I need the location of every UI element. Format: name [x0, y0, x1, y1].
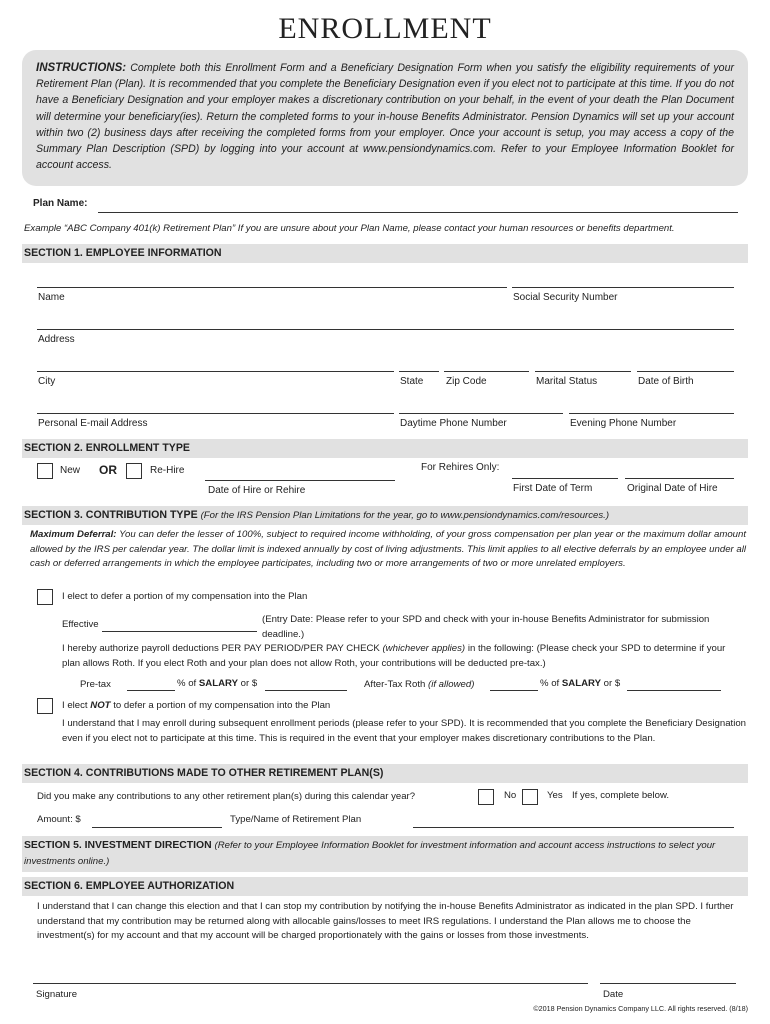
name-label: Name	[38, 292, 65, 303]
section2-heading: SECTION 2. ENROLLMENT TYPE	[24, 442, 190, 454]
if-yes-note: If yes, complete below.	[572, 790, 670, 801]
zip-field[interactable]	[444, 371, 529, 372]
day-phone-label: Daytime Phone Number	[400, 418, 507, 429]
marital-label: Marital Status	[536, 376, 598, 387]
max-deferral-label: Maximum Deferral:	[30, 529, 117, 540]
section1-header	[22, 244, 748, 263]
date-hire-label: Date of Hire or Rehire	[208, 485, 306, 496]
state-field[interactable]	[399, 371, 439, 372]
instructions-text: Complete both this Enrollment Form and a Beneficiary Designation Form when you satisfy the eligibility requirements of your Retirement Plan (Plan). It is recommended that you complete the Beneficiary Designation even if you elect not to participate at this time. If you do not have a Beneficiary Designation and your employer makes a discretionary contribution on your behalf, in the event of your death the Plan Document will determine your beneficiary(ies). Return the completed forms to your in-house Benefits Administrator. Pension Dynamics will set up your account within two (2) business days after receiving the completed forms from your employer. Once your account is setup, you may access a copy of the Summary Plan Description (SPD) by logging into your account at www.pensiondynamics.com. Refer to your Employee Information Booklet for account access.	[36, 62, 734, 172]
effective-label: Effective	[62, 619, 99, 630]
aftertax-label: After-Tax Roth	[364, 679, 426, 690]
dob-label: Date of Birth	[638, 376, 694, 387]
new-checkbox[interactable]	[37, 463, 53, 479]
pretax-salary: SALARY	[198, 678, 238, 689]
address-label: Address	[38, 334, 75, 345]
plan-type-field[interactable]	[413, 827, 734, 828]
email-field[interactable]	[37, 413, 394, 414]
first-term-field[interactable]	[512, 478, 618, 479]
section6-header	[22, 877, 748, 896]
other-plan-question: Did you make any contributions to any other retirement plan(s) during this calendar year?	[37, 791, 416, 802]
orig-hire-field[interactable]	[625, 478, 734, 479]
aftertax-or-dollar: or $	[603, 678, 621, 689]
rehires-only-label: For Rehires Only:	[421, 462, 500, 473]
city-label: City	[38, 376, 56, 387]
section5-header	[22, 836, 748, 872]
signature-label: Signature	[36, 989, 78, 1000]
elect-label: I elect to defer a portion of my compensation into the Plan	[62, 591, 308, 602]
eve-phone-field[interactable]	[569, 413, 734, 414]
eve-phone-label: Evening Phone Number	[570, 418, 677, 429]
rehire-checkbox[interactable]	[126, 463, 142, 479]
pretax-pct-field[interactable]	[127, 690, 175, 691]
authorize-text-b: (whichever applies)	[382, 643, 466, 654]
aftertax-salary-text	[540, 678, 620, 689]
signature-field[interactable]	[33, 983, 588, 984]
new-label: New	[60, 465, 81, 476]
marital-field[interactable]	[535, 371, 631, 372]
section4-heading: SECTION 4. CONTRIBUTIONS MADE TO OTHER RETIREMENT PLAN(S)	[24, 767, 384, 779]
authorize-paragraph	[62, 642, 734, 671]
section1-heading: SECTION 1. EMPLOYEE INFORMATION	[24, 247, 222, 259]
section5-subheading: (Refer to your Employee Information Booklet for investment information and account access instructions to select your investments online.)	[24, 840, 716, 867]
rehire-label: Re-Hire	[150, 465, 185, 476]
aftertax-dollar-field[interactable]	[627, 690, 721, 691]
date-field[interactable]	[600, 983, 736, 984]
aftertax-text	[364, 679, 474, 690]
ssn-field[interactable]	[512, 287, 734, 288]
aftertax-pct-field[interactable]	[490, 690, 538, 691]
plan-name-field[interactable]	[98, 212, 738, 213]
aftertax-if-allowed: (if allowed)	[428, 679, 475, 690]
amount-label: Amount: $	[37, 814, 81, 825]
section2-header	[22, 439, 748, 458]
pretax-label: Pre-tax	[80, 679, 111, 690]
state-label: State	[400, 376, 424, 387]
zip-label: Zip Code	[446, 376, 487, 387]
ssn-label: Social Security Number	[513, 292, 618, 303]
section6-heading: SECTION 6. EMPLOYEE AUTHORIZATION	[24, 880, 235, 892]
no-label: No	[504, 790, 517, 801]
pretax-or-dollar: or $	[240, 678, 258, 689]
first-term-label: First Date of Term	[513, 483, 593, 494]
or-label: OR	[99, 463, 117, 477]
date-label: Date	[603, 989, 624, 1000]
elect-not-c: to defer a portion of my compensation into the Plan	[113, 700, 331, 711]
section3-subheading: (For the IRS Pension Plan Limitations for the year, go to www.pensiondynamics.com/resources.)	[200, 510, 610, 521]
aftertax-pct-of: % of	[540, 678, 560, 689]
max-deferral-paragraph	[30, 528, 746, 572]
elect-checkbox[interactable]	[37, 589, 53, 605]
yes-label: Yes	[547, 790, 563, 801]
elect-not-a: I elect	[62, 700, 88, 711]
max-deferral-text: You can defer the lesser of 100%, subject to required income withholding, of your gross compensation per plan year or the maximum dollar amount allowed by the IRS per calendar year. The dollar limit is indexed annually by cost of living adjustments. This limit applies to all elective deferrals by an employee under all cash or deferred arrangements in which the employee participates, including two or more arrangements of two or more unrelated employers.	[30, 529, 746, 570]
aftertax-salary: SALARY	[561, 678, 601, 689]
pretax-salary-text	[177, 678, 257, 689]
effective-field[interactable]	[102, 631, 257, 632]
copyright: ©2018 Pension Dynamics Company LLC. All rights reserved. (8/18)	[533, 1004, 748, 1013]
elect-not-label	[62, 700, 330, 711]
city-field[interactable]	[37, 371, 394, 372]
yes-checkbox[interactable]	[522, 789, 538, 805]
section4-header	[22, 764, 748, 783]
pretax-dollar-field[interactable]	[265, 690, 347, 691]
email-label: Personal E-mail Address	[38, 418, 148, 429]
authorization-text: I understand that I can change this election and that I can stop my contribution by notifying the in-house Benefits Administrator as indicated in the plan SPD. I further understand that my contribution may be returned along with allocable gains/losses to meet IRS regulations. I understand the Plan allows me to choose the investment(s) for my account and that my account will be charged proportionately with the gains or losses from those investments.	[37, 901, 734, 942]
understand-paragraph: I understand that I may enroll during subsequent enrollment periods (please refer to your SPD). It is recommended that you complete the Beneficiary Designation even if you elect not to participate at this time. This is required in the event that your employer makes discretionary contributions to the Plan.	[62, 718, 746, 744]
plan-name-label: Plan Name:	[33, 198, 88, 209]
section3-header	[22, 506, 748, 525]
orig-hire-label: Original Date of Hire	[627, 483, 718, 494]
day-phone-field[interactable]	[399, 413, 563, 414]
address-field[interactable]	[37, 329, 734, 330]
elect-not-checkbox[interactable]	[37, 698, 53, 714]
type-name-label: Type/Name of Retirement Plan	[230, 814, 362, 825]
elect-not-b: NOT	[90, 700, 111, 711]
amount-field[interactable]	[92, 827, 222, 828]
entry-date-note: (Entry Date: Please refer to your SPD and check with your in-house Benefits Administrator for submission deadline.)	[262, 614, 710, 640]
section3-heading: SECTION 3. CONTRIBUTION TYPE	[24, 509, 198, 521]
pretax-pct-of: % of	[177, 678, 197, 689]
plan-name-example: Example “ABC Company 401(k) Retirement Plan” If you are unsure about your Plan Name, please contact your human resources or benefits department.	[24, 223, 675, 234]
no-checkbox[interactable]	[478, 789, 494, 805]
page-title: ENROLLMENT	[278, 12, 492, 45]
instructions-box	[22, 50, 748, 186]
date-hire-field[interactable]	[205, 480, 395, 481]
section5-heading: SECTION 5. INVESTMENT DIRECTION	[24, 840, 212, 851]
name-field[interactable]	[37, 287, 507, 288]
dob-field[interactable]	[637, 371, 734, 372]
instructions-label: INSTRUCTIONS:	[36, 62, 127, 74]
authorize-text-c: in the following: (Please check your SPD to determine if your plan allows Roth. If you elect Roth and your plan does not allow Roth, your contributions will be deducted pre-tax.)	[62, 643, 726, 669]
authorize-text-a: I hereby authorize payroll deductions PER PAY PERIOD/PER PAY CHECK	[62, 643, 380, 654]
